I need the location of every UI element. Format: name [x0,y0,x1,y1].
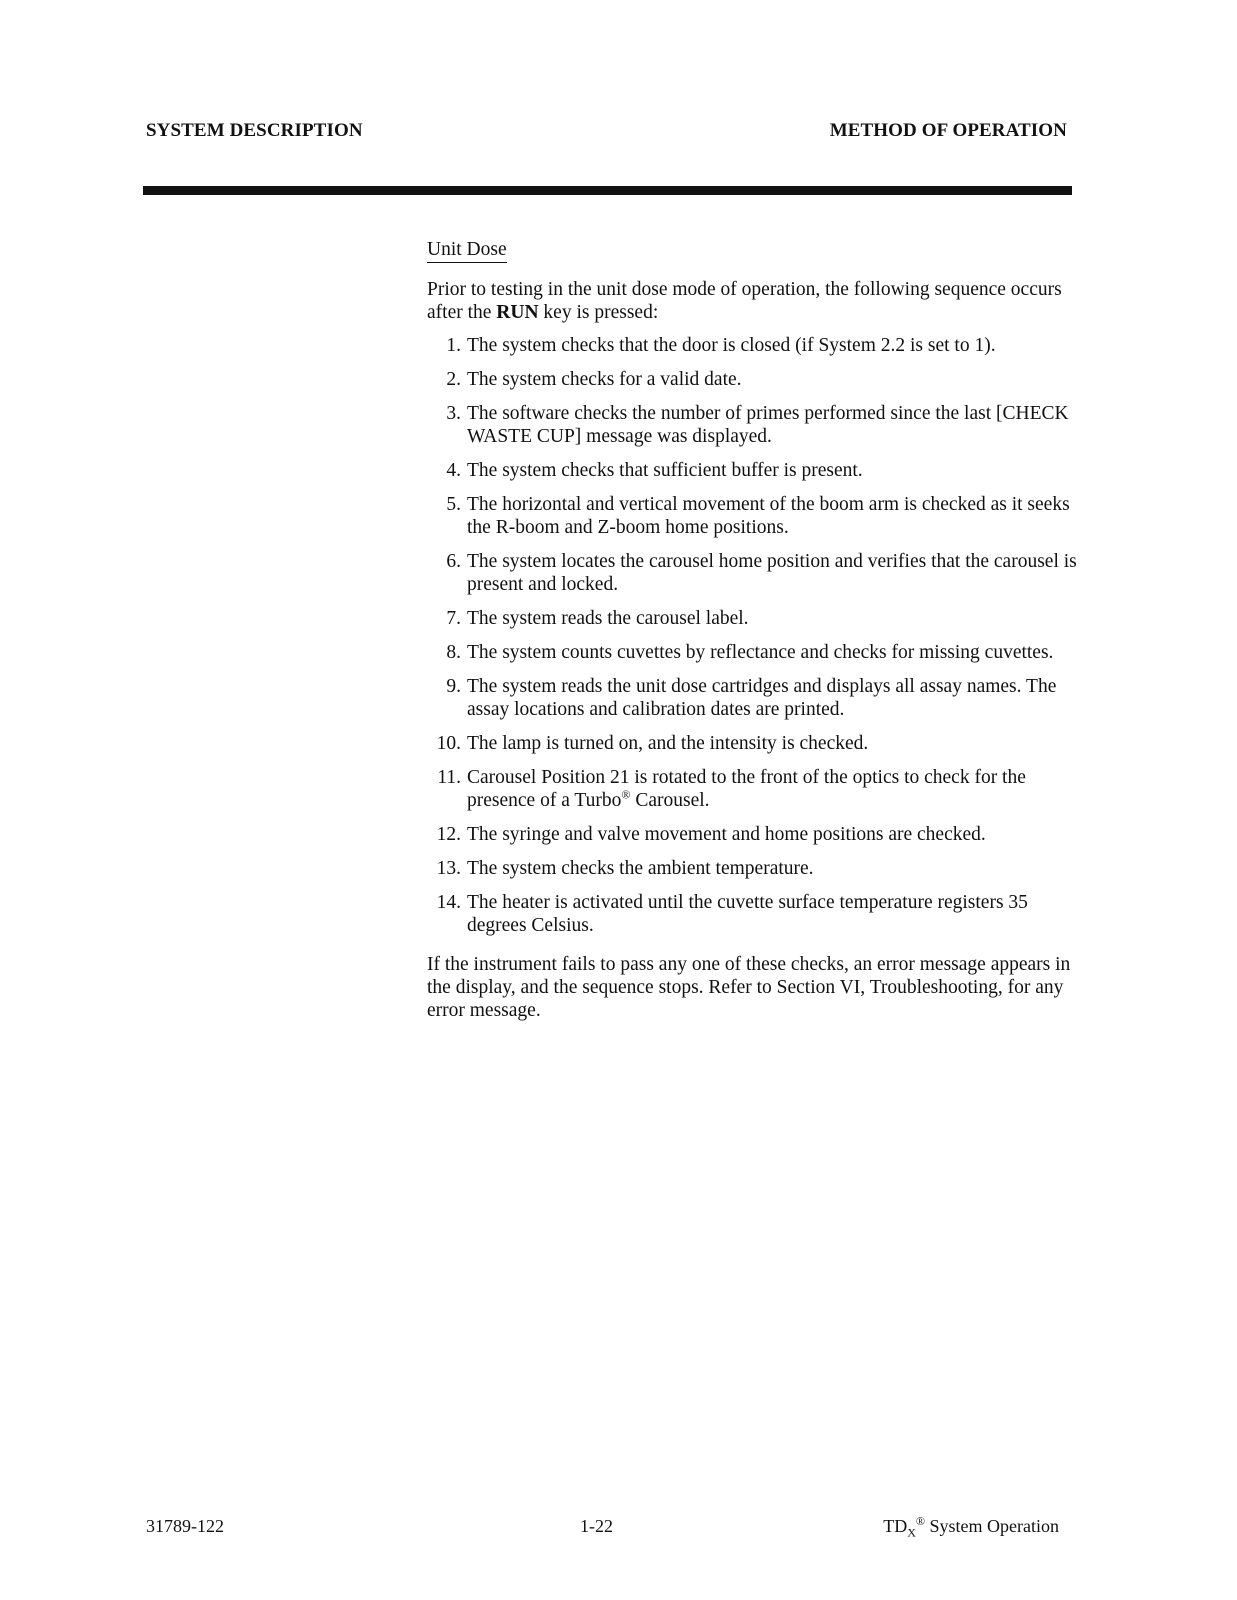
step-number: 14. [436,892,461,913]
main-content [427,238,1077,1022]
product-subscript: X [907,1525,916,1540]
step-text: The system checks the ambient temperature. [467,858,814,879]
step-number: 4. [446,460,461,481]
list-item [427,607,1077,630]
step-text-start: Carousel Position 21 is rotated to the front of the optics to check for the presence of a Turbo [467,767,1026,811]
intro-text-start: Prior to testing in the unit dose mode of operation, the following sequence occurs after the [427,279,1062,323]
step-text: The system checks for a valid date. [467,369,742,390]
list-item [427,766,1077,812]
step-number: 9. [446,676,461,697]
list-item [427,402,1077,448]
step-number: 12. [436,824,461,845]
intro-text-end: key is pressed: [538,302,659,323]
footer-document-number: 31789-122 [146,1516,224,1536]
header-rule [143,186,1072,195]
list-item [427,641,1077,664]
step-text: The system locates the carousel home position and verifies that the carousel is present and locked. [467,551,1077,595]
list-item [427,368,1077,391]
header-chapter-title: METHOD OF OPERATION [829,120,1067,141]
sequence-list [427,334,1077,937]
registered-mark: ® [621,787,631,802]
run-key-label: RUN [496,302,539,323]
subsection-heading: Unit Dose [427,238,507,263]
list-item [427,493,1077,539]
step-text-end: Carousel. [630,790,710,811]
step-number: 1. [446,335,461,356]
list-item [427,675,1077,721]
step-text: The horizontal and vertical movement of the boom arm is checked as it seeks the R-boom and Z-boom home positions. [467,494,1070,538]
step-text: The system reads the unit dose cartridges and displays all assay names. The assay locations and calibration dates are printed. [467,676,1057,720]
list-item [427,891,1077,937]
intro-paragraph [427,278,1077,324]
footer-page-number: 1-22 [580,1516,613,1536]
step-text: The system counts cuvettes by reflectance and checks for missing cuvettes. [467,642,1054,663]
closing-paragraph: If the instrument fails to pass any one of these checks, an error message appears in the display, and the sequence stops. Refer to Section VI, Troubleshooting, for any error message. [427,954,1071,1021]
step-text: The software checks the number of primes performed since the last [CHECK WASTE CUP] message was displayed. [467,403,1069,447]
step-number: 8. [446,642,461,663]
registered-mark: ® [915,1514,926,1528]
footer-product-title [883,1514,1059,1540]
step-number: 3. [446,403,461,424]
list-item [427,857,1077,880]
list-item [427,334,1077,357]
header-section-title: SYSTEM DESCRIPTION [146,120,363,141]
step-number: 2. [446,369,461,390]
product-name: TD [883,1516,908,1536]
step-number: 11. [437,767,461,788]
step-number: 10. [436,733,461,754]
list-item [427,823,1077,846]
step-number: 13. [436,858,461,879]
list-item [427,550,1077,596]
step-text: The syringe and valve movement and home positions are checked. [467,824,986,845]
step-text: The system checks that the door is closed (if System 2.2 is set to 1). [467,335,996,356]
list-item [427,459,1077,482]
step-text [461,766,1077,812]
step-text: The system reads the carousel label. [467,608,749,629]
step-number: 5. [446,494,461,515]
step-number: 6. [446,551,461,572]
list-item [427,732,1077,755]
step-text: The system checks that sufficient buffer is present. [467,460,863,481]
step-text: The heater is activated until the cuvette surface temperature registers 35 degrees Celsius. [467,892,1028,936]
step-number: 7. [446,608,461,629]
product-suffix: System Operation [925,1516,1059,1536]
step-text: The lamp is turned on, and the intensity is checked. [467,733,869,754]
